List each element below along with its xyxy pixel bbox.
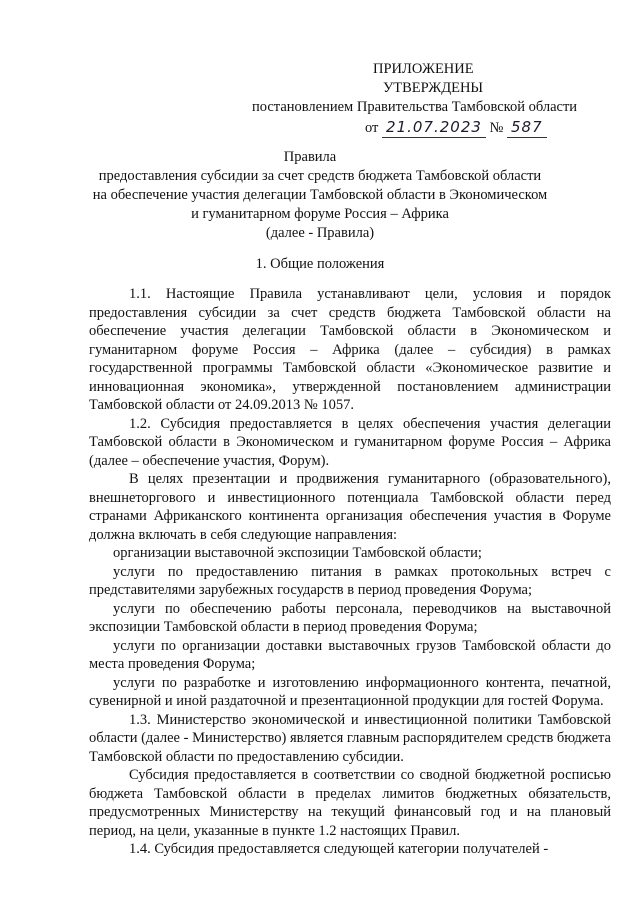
- title-line: (далее - Правила): [265, 225, 375, 241]
- date-prefix: от: [365, 120, 379, 136]
- number-prefix: №: [489, 120, 504, 136]
- document-title: [0, 148, 640, 243]
- paragraph-1-3: 1.3. Министерство экономической и инвестиционной политики Тамбовской области (далее - Министерство) является главным распорядителем средств бюджета Тамбовской области по предоставлению субсидии.: [89, 711, 611, 765]
- title-line: предоставления субсидии за счет средств бюджета Тамбовской области: [98, 168, 542, 184]
- direction-item: услуги по обеспечению работы персонала, переводчиков на выставочной экспозиции Тамбовской области в период проведения Форума;: [89, 600, 611, 635]
- handwritten-date: 21.07.2023: [382, 118, 486, 138]
- date-number-line: [365, 118, 547, 138]
- direction-item: услуги по организации доставки выставочных грузов Тамбовской области до места проведения Форума;: [89, 637, 611, 672]
- title-heading: Правила: [283, 149, 337, 165]
- appendix-label: ПРИЛОЖЕНИЕ: [373, 61, 474, 77]
- approved-label: УТВЕРЖДЕНЫ: [383, 80, 484, 96]
- resolution-line: постановлением Правительства Тамбовской области: [252, 99, 578, 115]
- title-line: на обеспечение участия делегации Тамбовской области в Экономическом: [92, 187, 548, 203]
- paragraph-budget: Субсидия предоставляется в соответствии со сводной бюджетной росписью бюджета Тамбовской области в пределах лимитов бюджетных обязательств, предусмотренных Министерству на текущий финансовый год и на плановый период, на цели, указанные в пункте 1.2 настоящих Правил.: [89, 767, 611, 839]
- paragraph-1-2: 1.2. Субсидия предоставляется в целях обеспечения участия делегации Тамбовской области в Экономическом и гуманитарном форуме Россия – Африка (далее – обеспечение участия, Форум).: [89, 415, 611, 469]
- paragraph-1-1: 1.1. Настоящие Правила устанавливают цели, условия и порядок предоставления субсидии за счет средств бюджета Тамбовской области на обеспечение участия делегации Тамбовской области в Экономическом и гуманитарном форуме Россия – Африка (далее – субсидия) в рамках государственной программы Тамбовской области «Экономическое развитие и инновационная экономика», утвержденной постановлением администрации Тамбовской области от 24.09.2013 № 1057.: [89, 286, 611, 413]
- title-line: и гуманитарном форуме Россия – Африка: [191, 206, 449, 222]
- document-body: [89, 285, 611, 859]
- section-heading: 1. Общие положения: [255, 256, 385, 272]
- direction-item: услуги по разработке и изготовлению информационного контента, печатной, сувенирной и иной раздаточной и презентационной продукции для гостей Форума.: [89, 674, 611, 709]
- direction-item: услуги по предоставлению питания в рамках протокольных встреч с представителями зарубежных государств в период проведения Форума;: [89, 563, 611, 598]
- handwritten-number: 587: [507, 118, 547, 138]
- paragraph-directions-intro: В целях презентации и продвижения гуманитарного (образовательного), внешнеторгового и инвестиционного потенциала Тамбовской области перед странами Африканского континента организация обеспечения участия в Форуме должна включать в себя следующие направления:: [89, 471, 611, 543]
- paragraph-1-4: 1.4. Субсидия предоставляется следующей категории получателей -: [129, 841, 549, 857]
- direction-item: организации выставочной экспозиции Тамбовской области;: [113, 545, 482, 561]
